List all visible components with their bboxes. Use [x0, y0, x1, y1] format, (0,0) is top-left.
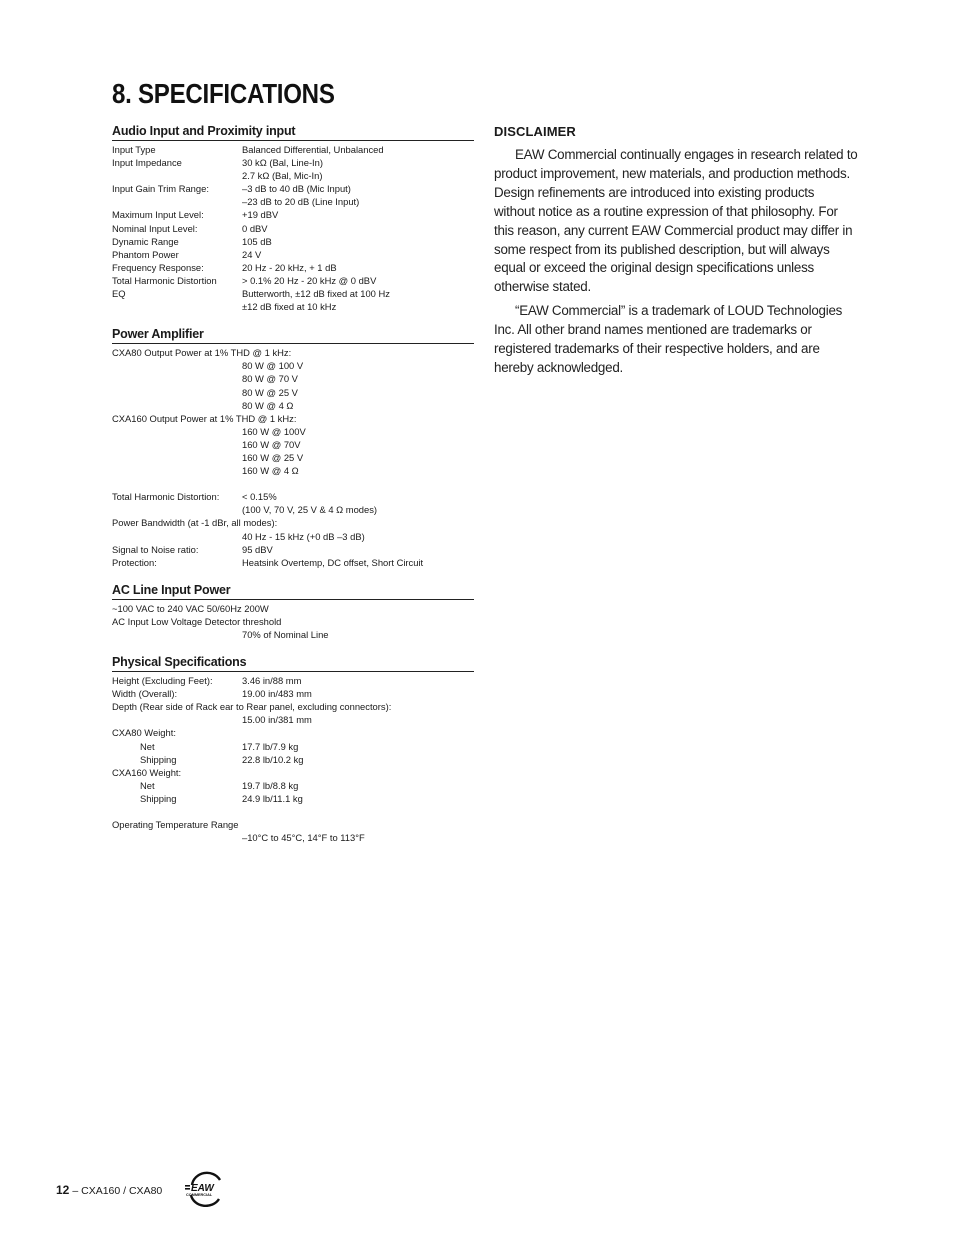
spec-row — [112, 346, 474, 359]
snr-label: Signal to Noise ratio: — [112, 543, 199, 555]
physical-section — [112, 655, 474, 844]
spec-label: Input Gain Trim Range: — [112, 183, 209, 195]
spec-row — [112, 208, 474, 221]
spec-label: Dynamic Range — [112, 235, 179, 247]
audio-input-section — [112, 124, 474, 313]
audio-input-rows — [112, 143, 474, 313]
cxa160-output-value: 160 W @ 100V — [242, 425, 306, 437]
spec-row — [112, 386, 474, 399]
spec-row — [112, 779, 474, 792]
page-number: 12 — [56, 1183, 70, 1197]
power-amplifier-section — [112, 327, 474, 569]
spec-row — [112, 556, 474, 569]
spec-value: 2.7 kΩ (Bal, Mic-In) — [242, 170, 323, 182]
bandwidth-value: 40 Hz - 15 kHz (+0 dB –3 dB) — [242, 530, 365, 542]
spec-label: Total Harmonic Distortion — [112, 274, 217, 286]
spec-row — [112, 182, 474, 195]
spec-row — [112, 792, 474, 805]
ac-detector-value: 70% of Nominal Line — [242, 629, 329, 640]
row-spacer — [112, 477, 474, 490]
spec-value: 105 dB — [242, 235, 272, 247]
spec-label: Phantom Power — [112, 248, 179, 260]
cxa160-weight-label: CXA160 Weight: — [112, 766, 182, 778]
spec-row — [112, 359, 474, 372]
height-label: Height (Excluding Feet): — [112, 675, 213, 687]
spec-row — [112, 300, 474, 313]
cxa80-shipping-label: Shipping — [140, 753, 177, 765]
spec-label: Input Type — [112, 144, 156, 155]
cxa80-shipping-value: 22.8 lb/10.2 kg — [242, 753, 304, 765]
spec-row — [112, 490, 474, 503]
cxa80-output-value: 80 W @ 4 Ω — [242, 399, 294, 411]
spec-label: Frequency Response: — [112, 261, 204, 273]
cxa160-shipping-value: 24.9 lb/11.1 kg — [242, 792, 303, 804]
cxa160-output-value: 160 W @ 25 V — [242, 451, 304, 463]
height-value: 3.46 in/88 mm — [242, 675, 302, 687]
cxa160-output-value: 160 W @ 70V — [242, 438, 301, 450]
depth-value: 15.00 in/381 mm — [242, 714, 312, 726]
thd-note: (100 V, 70 V, 25 V & 4 Ω modes) — [242, 504, 378, 516]
cxa80-net-value: 17.7 lb/7.9 kg — [242, 740, 299, 752]
logo-wordmark: EAW — [191, 1183, 214, 1194]
spec-row — [112, 399, 474, 412]
spec-row — [112, 615, 474, 628]
depth-label: Depth (Rear side of Rack ear to Rear panel, excluding connectors): — [112, 701, 392, 713]
spec-label — [112, 169, 242, 182]
snr-value: 95 dBV — [242, 543, 273, 555]
spec-value: 20 Hz - 20 kHz, + 1 dB — [242, 261, 337, 273]
spec-row — [112, 464, 474, 477]
disclaimer-heading: DISCLAIMER — [494, 124, 576, 139]
spec-row — [112, 726, 474, 739]
cxa80-net-label: Net — [140, 740, 155, 752]
spec-row — [112, 516, 474, 529]
cxa80-output-value: 80 W @ 25 V — [242, 386, 298, 398]
spec-label: EQ — [112, 288, 126, 300]
spec-label: Input Impedance — [112, 157, 182, 169]
spec-label: Nominal Input Level: — [112, 222, 198, 234]
spec-value: Balanced Differential, Unbalanced — [242, 144, 384, 155]
cxa80-output-label: CXA80 Output Power at 1% THD @ 1 kHz: — [112, 347, 292, 359]
power-amplifier-heading: Power Amplifier — [112, 327, 474, 344]
temperature-label: Operating Temperature Range — [112, 819, 239, 831]
cxa80-weight-label: CXA80 Weight: — [112, 727, 176, 739]
cxa80-output-value: 80 W @ 100 V — [242, 360, 304, 372]
spec-row — [112, 766, 474, 779]
thd-label: Total Harmonic Distortion: — [112, 491, 220, 503]
spec-row — [112, 248, 474, 261]
spec-row — [112, 700, 474, 713]
spec-row — [112, 530, 474, 543]
spec-row — [112, 602, 474, 615]
trademark-paragraph: “EAW Commercial” is a trademark of LOUD Technologies Inc. All other brand names mentioned are trademarks or registered trademarks of their respective holders, and are hereby acknowledged. — [494, 303, 843, 375]
cxa160-output-value: 160 W @ 4 Ω — [242, 465, 299, 477]
spec-row — [112, 412, 474, 425]
spec-row — [112, 503, 474, 516]
spec-row — [112, 372, 474, 385]
page-footer — [56, 1183, 162, 1197]
spec-row — [112, 195, 474, 208]
spec-row — [112, 287, 474, 300]
thd-value: < 0.15% — [242, 491, 277, 503]
spec-value: ±12 dB fixed at 10 kHz — [242, 301, 337, 313]
spec-row — [112, 143, 474, 156]
bandwidth-label: Power Bandwidth (at -1 dBr, all modes): — [112, 517, 278, 529]
spec-row — [112, 740, 474, 753]
spec-row — [112, 274, 474, 287]
spec-label — [112, 300, 242, 313]
width-label: Width (Overall): — [112, 688, 178, 700]
spec-value: –3 dB to 40 dB (Mic Input) — [242, 183, 351, 195]
spec-value: 30 kΩ (Bal, Line-In) — [242, 157, 324, 169]
spec-value: 24 V — [242, 248, 262, 260]
spec-label — [112, 195, 242, 208]
spec-row — [112, 818, 474, 831]
cxa80-output-value: 80 W @ 70 V — [242, 373, 298, 385]
row-spacer — [112, 805, 474, 818]
spec-row — [112, 674, 474, 687]
ac-line-section — [112, 583, 474, 641]
spec-row — [112, 753, 474, 766]
ac-voltage-range: ~100 VAC to 240 VAC 50/60Hz 200W — [112, 602, 269, 614]
spec-row — [112, 425, 474, 438]
spec-row — [112, 261, 474, 274]
cxa160-net-label: Net — [140, 779, 155, 791]
temperature-value: –10°C to 45°C, 14°F to 113°F — [242, 832, 365, 844]
spec-row — [112, 438, 474, 451]
spec-row — [112, 169, 474, 182]
spec-value: > 0.1% 20 Hz - 20 kHz @ 0 dBV — [242, 274, 377, 286]
disclaimer-paragraph: EAW Commercial continually engages in research related to product improvement, new materials, and production methods. Design refinements are introduced into existing products without notice as a routine expression of that philosophy. For this reason, any current EAW Commercial product may differ in some respect from its published description, but will always equal or exceed the original design specifications unless otherwise stated. — [494, 147, 858, 295]
spec-row — [112, 156, 474, 169]
spec-value: +19 dBV — [242, 209, 279, 221]
width-value: 19.00 in/483 mm — [242, 688, 312, 700]
spec-value: –23 dB to 20 dB (Line Input) — [242, 196, 360, 208]
spec-row — [112, 451, 474, 464]
audio-input-heading: Audio Input and Proximity input — [112, 124, 474, 141]
page-title: 8. SPECIFICATIONS — [112, 78, 335, 109]
spec-value: Butterworth, ±12 dB fixed at 100 Hz — [242, 288, 390, 300]
cxa160-shipping-label: Shipping — [140, 792, 177, 804]
spec-value: 0 dBV — [242, 222, 268, 234]
cxa160-net-value: 19.7 lb/8.8 kg — [242, 779, 299, 791]
cxa160-output-label: CXA160 Output Power at 1% THD @ 1 kHz: — [112, 412, 297, 424]
spec-row — [112, 628, 474, 641]
spec-label: Maximum Input Level: — [112, 209, 204, 221]
spec-row — [112, 543, 474, 556]
logo-subtext: COMMERCIAL — [186, 1193, 213, 1197]
protection-value: Heatsink Overtemp, DC offset, Short Circuit — [242, 556, 424, 568]
spec-row — [112, 687, 474, 700]
physical-heading: Physical Specifications — [112, 655, 474, 672]
spec-row — [112, 222, 474, 235]
disclaimer-column — [494, 124, 858, 383]
specifications-column — [112, 124, 474, 858]
protection-label: Protection: — [112, 556, 157, 568]
ac-line-heading: AC Line Input Power — [112, 583, 474, 600]
spec-row — [112, 831, 474, 844]
eaw-commercial-logo-icon — [183, 1171, 229, 1207]
ac-detector-label: AC Input Low Voltage Detector threshold — [112, 615, 282, 627]
spec-row — [112, 713, 474, 726]
footer-model: – CXA160 / CXA80 — [72, 1185, 163, 1197]
spec-row — [112, 235, 474, 248]
